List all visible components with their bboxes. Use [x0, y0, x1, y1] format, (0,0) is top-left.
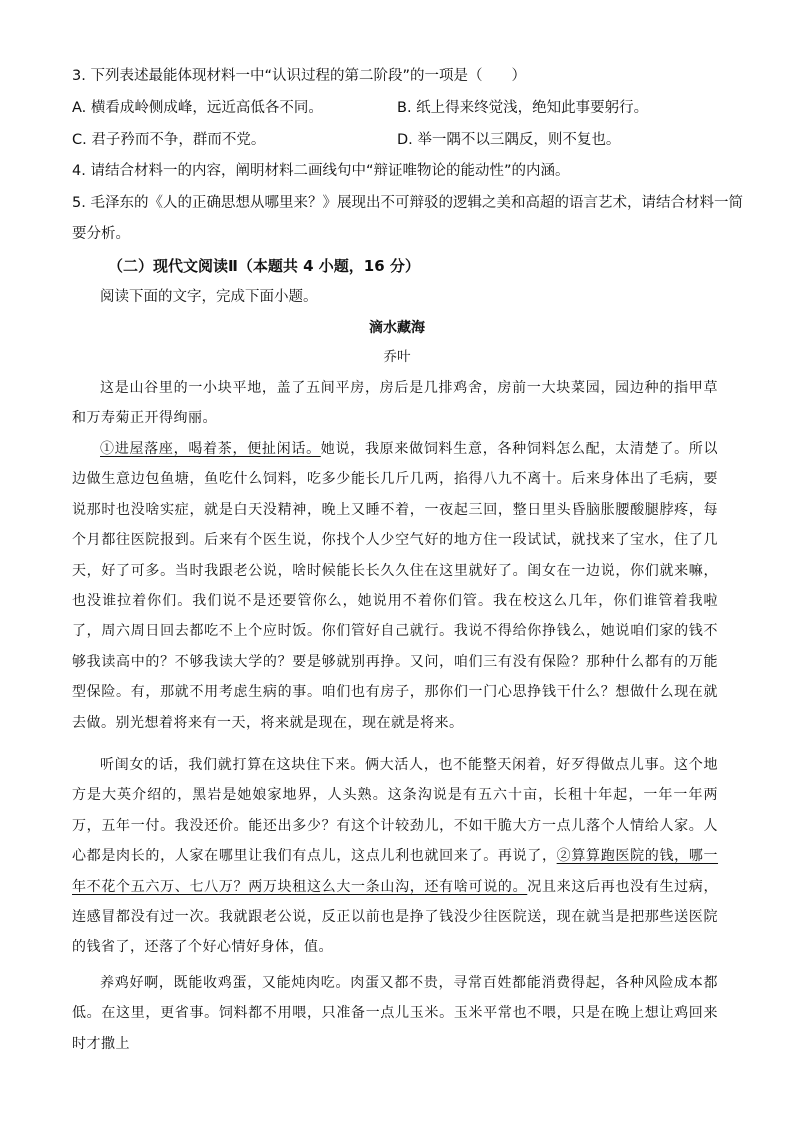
- question-4: 4. 请结合材料一的内容，阐明材料二画线句中“辩证唯物论的能动性”的内涵。: [72, 163, 570, 179]
- paragraph-4: 养鸡好啊，既能收鸡蛋，又能炖肉吃。肉蛋又都不贵，寻常百姓都能消费得起，各种风险成本都低。在这里，更省事。饲料都不用喂，只准备一点儿玉米。玉米平常也不喂，只是在晚上想让鸡回来时才撒上: [72, 975, 718, 1052]
- paragraph-2-text: 她说，我原来做饲料生意，各种饲料怎么配，太清楚了。所以边做生意边包鱼塘，鱼吃什么饲料，吃多少能长几斤几两，掐得八九不离十。后来身体出了毛病，要说那时也没啥实症，就是白天没精神，晚上又睡不着，一夜起三回，整日里头昏脑胀腰酸腿脖疼，每个月都往医院报到。后来有个医生说，你找个人少空气好的地方住一段试试，就找来了宝水，住了几天，好了可多。当时我跟老公说，啥时候能长长久久住在这里就好了。闺女在一边说，你们就来嘛，也没谁拉着你们。我们说不是还要管你么，她说用不着你们管。我在校这么几年，你们谁管着我啦了，周六周日回去都吃不上个应时饭。你们管好自己就行。我说不得给你挣钱么，她说咱们家的钱不够我读高中的？不够我读大学的？要是够就别再挣。又问，咱们三有没有保险？那种什么都有的万能型保险。有，那就不用考虑生病的事。咱们也有房子，那你们一门心思挣钱干什么？想做什么现在就去做。别光想着将来有一天，将来就是现在，现在就是将来。: [72, 441, 719, 731]
- section-heading: （二）现代文阅读Ⅱ（本题共 4 小题，16 分）: [108, 257, 420, 275]
- option-a: A. 横看成岭侧成峰，远近高低各不同。: [72, 100, 323, 116]
- question-5-line-1: 5. 毛泽东的《人的正确思想从哪里来？》展现出不可辩驳的逻辑之美和高超的语言艺术，请结合材料一简: [72, 195, 743, 211]
- paragraph-3-text-start: 听闺女的话，我们就打算在这块住下来。俩大活人，也不能整天闲着，好歹得做点儿事。这个地方是大英介绍的，黑岩是她娘家地界，人头熟。这条沟说是有五六十亩，长租十年起，一年一年两万，五年一付。我没还价。能还出多少？有这个计较劲儿，不如干脆大方一点儿落个人情给人家。人心都是肉长的，人家在哪里让我们有点儿，这点儿利也就回来了。再说了，: [72, 757, 718, 865]
- question-5-line-2: 要分析。: [72, 226, 130, 242]
- paragraph-2: [72, 434, 718, 738]
- underlined-sentence-2: ②算算跑医院的钱，哪一年不花个五六万、七八万？两万块租这么大一条山沟，还有啥可说的。: [72, 848, 719, 895]
- paragraph-3-text-end: 况且来这后再也没有生过病，连感冒都没有过一次。我就跟老公说，反正以前也是挣了钱没少往医院送，现在就当是把那些送医院的钱省了，还落了个好心情好身体，值。: [72, 878, 718, 956]
- paragraph-1: 这是山谷里的一小块平地，盖了五间平房，房后是几排鸡舍，房前一大块菜园，园边种的指甲草和万寿菊正开得绚丽。: [72, 380, 718, 427]
- article-title: 滴水藏海: [369, 320, 425, 336]
- reading-instruction: 阅读下面的文字，完成下面小题。: [100, 289, 318, 305]
- question-3: 3. 下列表述最能体现材料一中“认识过程的第二阶段”的一项是（ ）: [72, 68, 526, 84]
- underlined-sentence-1: ①进屋落座，喝着茶，便扯闲话。: [100, 441, 321, 457]
- option-b: B. 纸上得来终觉浅，绝知此事要躬行。: [397, 100, 649, 116]
- option-c: C. 君子矜而不争，群而不党。: [72, 132, 266, 148]
- paragraph-3: [72, 750, 718, 963]
- article-author: 乔叶: [383, 349, 411, 365]
- option-d: D. 举一隅不以三隅反，则不复也。: [397, 132, 621, 148]
